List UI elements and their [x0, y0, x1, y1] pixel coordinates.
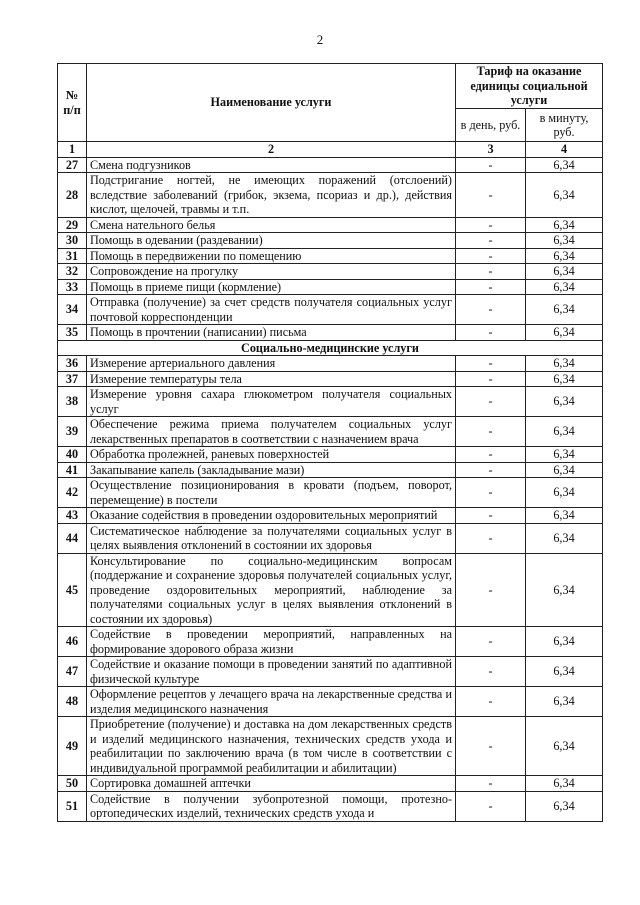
row-number: 27	[58, 157, 87, 173]
tariff-per-minute: 6,34	[526, 687, 603, 717]
table-row	[58, 657, 603, 687]
service-name: Закапывание капель (закладывание мази)	[87, 462, 456, 478]
tariff-per-minute: 6,34	[526, 157, 603, 173]
row-number: 42	[58, 478, 87, 508]
tariff-per-minute: 6,34	[526, 248, 603, 264]
column-number: 3	[456, 142, 526, 158]
row-number: 34	[58, 295, 87, 325]
service-name: Систематическое наблюдение за получателями социальных услуг в целях выявления отклонений в состоянии их здоровья	[87, 523, 456, 553]
tariff-per-day: -	[456, 279, 526, 295]
tariff-per-day: -	[456, 776, 526, 792]
service-name: Подстригание ногтей, не имеющих поражений (отслоений) вследствие заболеваний (грибок, экзема, псориаз и др.), действия кислот, щелочей, травмы и т.п.	[87, 173, 456, 218]
service-name: Содействие в получении зубопротезной помощи, протезно-ортопедических изделий, технических средств ухода и	[87, 791, 456, 821]
tariff-per-minute: 6,34	[526, 508, 603, 524]
table-row	[58, 157, 603, 173]
row-number: 28	[58, 173, 87, 218]
row-number: 47	[58, 657, 87, 687]
service-name: Осуществление позиционирования в кровати (подъем, поворот, перемещение) в постели	[87, 478, 456, 508]
header-num: № п/п	[58, 64, 87, 142]
service-name: Помощь в приеме пищи (кормление)	[87, 279, 456, 295]
row-number: 49	[58, 717, 87, 776]
row-number: 30	[58, 233, 87, 249]
tariff-per-day: -	[456, 295, 526, 325]
tariff-per-day: -	[456, 478, 526, 508]
table-row	[58, 553, 603, 627]
tariff-per-day: -	[456, 157, 526, 173]
row-number: 36	[58, 356, 87, 372]
tariff-per-day: -	[456, 387, 526, 417]
table-row	[58, 791, 603, 821]
table-row	[58, 687, 603, 717]
tariff-per-day: -	[456, 173, 526, 218]
service-name: Содействие в проведении мероприятий, направленных на формирование здорового образа жизни	[87, 627, 456, 657]
row-number: 44	[58, 523, 87, 553]
service-name: Консультирование по социально-медицинским вопросам (поддержание и сохранение здоровья получателей социальных услуг, проведение оздоровительных мероприятий, наблюдение за получателями социальных услуг в целях выявления отклонений в состоянии их здоровья)	[87, 553, 456, 627]
tariff-per-minute: 6,34	[526, 447, 603, 463]
tariff-per-day: -	[456, 233, 526, 249]
service-name: Обеспечение режима приема получателем социальных услуг лекарственных препаратов в соответствии с назначением врача	[87, 417, 456, 447]
service-name: Сопровождение на прогулку	[87, 264, 456, 280]
tariff-per-day: -	[456, 447, 526, 463]
tariff-per-day: -	[456, 687, 526, 717]
tariff-per-day: -	[456, 217, 526, 233]
tariff-per-minute: 6,34	[526, 523, 603, 553]
header-per-day: в день, руб.	[456, 109, 526, 142]
table-row	[58, 462, 603, 478]
service-name: Оформление рецептов у лечащего врача на лекарственные средства и изделия медицинского назначения	[87, 687, 456, 717]
tariff-per-day: -	[456, 627, 526, 657]
row-number: 43	[58, 508, 87, 524]
tariff-per-day: -	[456, 264, 526, 280]
table-row	[58, 776, 603, 792]
table-row	[58, 217, 603, 233]
tariff-per-minute: 6,34	[526, 264, 603, 280]
tariff-per-minute: 6,34	[526, 325, 603, 341]
service-name: Помощь в одевании (раздевании)	[87, 233, 456, 249]
table-row	[58, 523, 603, 553]
table-row	[58, 264, 603, 280]
tariff-table	[57, 63, 603, 822]
table-row	[58, 173, 603, 218]
row-number: 39	[58, 417, 87, 447]
row-number: 50	[58, 776, 87, 792]
table-row	[58, 717, 603, 776]
table-row	[58, 447, 603, 463]
row-number: 51	[58, 791, 87, 821]
tariff-per-minute: 6,34	[526, 233, 603, 249]
row-number: 38	[58, 387, 87, 417]
tariff-per-day: -	[456, 791, 526, 821]
service-name: Смена подгузников	[87, 157, 456, 173]
section-row	[58, 340, 603, 356]
service-name: Измерение уровня сахара глюкометром получателя социальных услуг	[87, 387, 456, 417]
table-row	[58, 508, 603, 524]
table-row	[58, 387, 603, 417]
row-number: 35	[58, 325, 87, 341]
tariff-per-minute: 6,34	[526, 387, 603, 417]
tariff-per-day: -	[456, 371, 526, 387]
page-number: 2	[316, 32, 324, 47]
tariff-per-minute: 6,34	[526, 217, 603, 233]
tariff-per-day: -	[456, 462, 526, 478]
header-tariff: Тариф на оказание единицы социальной услуги	[456, 64, 603, 109]
service-name: Измерение артериального давления	[87, 356, 456, 372]
tariff-per-minute: 6,34	[526, 173, 603, 218]
service-name: Помощь в передвижении по помещению	[87, 248, 456, 264]
tariff-per-minute: 6,34	[526, 553, 603, 627]
service-name: Содействие и оказание помощи в проведении занятий по адаптивной физической культуре	[87, 657, 456, 687]
header-per-min: в минуту, руб.	[526, 109, 603, 142]
service-name: Обработка пролежней, раневых поверхностей	[87, 447, 456, 463]
tariff-per-day: -	[456, 657, 526, 687]
service-name: Приобретение (получение) и доставка на дом лекарственных средств и изделий медицинского назначения, технических средств ухода и реабилитации по заключению врача (в том числе в соответствии с индивидуальной программой реабилитации и абилитации)	[87, 717, 456, 776]
tariff-per-day: -	[456, 356, 526, 372]
tariff-per-day: -	[456, 508, 526, 524]
tariff-per-day: -	[456, 417, 526, 447]
tariff-per-day: -	[456, 248, 526, 264]
service-name: Отправка (получение) за счет средств получателя социальных услуг почтовой корреспонденции	[87, 295, 456, 325]
service-name: Измерение температуры тела	[87, 371, 456, 387]
tariff-per-day: -	[456, 717, 526, 776]
service-name: Сортировка домашней аптечки	[87, 776, 456, 792]
table-row	[58, 356, 603, 372]
tariff-per-minute: 6,34	[526, 776, 603, 792]
section-title: Социально-медицинские услуги	[58, 340, 603, 356]
row-number: 29	[58, 217, 87, 233]
table-row	[58, 417, 603, 447]
tariff-per-day: -	[456, 325, 526, 341]
row-number: 40	[58, 447, 87, 463]
tariff-per-minute: 6,34	[526, 417, 603, 447]
service-name: Помощь в прочтении (написании) письма	[87, 325, 456, 341]
tariff-per-minute: 6,34	[526, 371, 603, 387]
service-name: Смена нательного белья	[87, 217, 456, 233]
tariff-per-minute: 6,34	[526, 462, 603, 478]
tariff-per-day: -	[456, 523, 526, 553]
row-number: 37	[58, 371, 87, 387]
row-number: 45	[58, 553, 87, 627]
table-row	[58, 279, 603, 295]
tariff-per-day: -	[456, 553, 526, 627]
header-service-name: Наименование услуги	[87, 64, 456, 142]
tariff-per-minute: 6,34	[526, 295, 603, 325]
tariff-per-minute: 6,34	[526, 791, 603, 821]
column-numbers-row	[58, 142, 603, 158]
table-row	[58, 371, 603, 387]
tariff-per-minute: 6,34	[526, 627, 603, 657]
tariff-per-minute: 6,34	[526, 657, 603, 687]
column-number: 1	[58, 142, 87, 158]
row-number: 31	[58, 248, 87, 264]
table-row	[58, 233, 603, 249]
tariff-per-minute: 6,34	[526, 279, 603, 295]
tariff-per-minute: 6,34	[526, 478, 603, 508]
row-number: 46	[58, 627, 87, 657]
table-row	[58, 295, 603, 325]
row-number: 33	[58, 279, 87, 295]
tariff-per-minute: 6,34	[526, 356, 603, 372]
row-number: 32	[58, 264, 87, 280]
table-row	[58, 248, 603, 264]
table-row	[58, 325, 603, 341]
row-number: 48	[58, 687, 87, 717]
column-number: 2	[87, 142, 456, 158]
tariff-per-minute: 6,34	[526, 717, 603, 776]
table-row	[58, 478, 603, 508]
row-number: 41	[58, 462, 87, 478]
service-name: Оказание содействия в проведении оздоровительных мероприятий	[87, 508, 456, 524]
column-number: 4	[526, 142, 603, 158]
table-row	[58, 627, 603, 657]
